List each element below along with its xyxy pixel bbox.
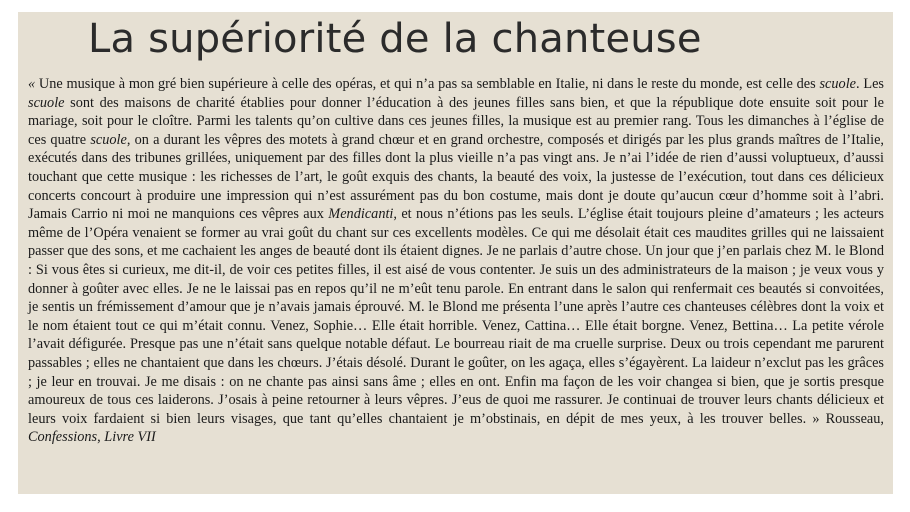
quote-text-part: , on a durant les vêpres des motets à grand chœur et en grand orchestre, composés et dirigés par les plus grands maîtres de l’Italie, exécutés dans des tribunes grillées, uniquement par des filles dont la plus vieille n’a pas vingt ans. Je n’ai l’idée de rien d’aussi voluptueux, d’aussi touchant que cette musique : les richesses de l’art, le goût exquis des chants, la beauté des voix, la justesse de l’exécution, tout dans ces délicieux concerts concourt à produire une impression qui n’est assurément pas du bon costume, mais dont je doute qu’aucun cœur d’homme soit à l’abri. Jamais Carrio ni moi ne manquions ces vêpres aux <box>28 131 884 223</box>
quote-open-mark: « <box>28 76 39 92</box>
source-separator: , <box>97 429 105 446</box>
term-scuole: scuole <box>819 76 857 92</box>
source-book: Livre VII <box>104 429 156 446</box>
quote-paragraph <box>28 75 884 447</box>
source-title: Confessions <box>28 429 98 446</box>
quote-text-part: , et nous n’étions pas les seuls. L’église était toujours pleine d’amateurs ; les acteurs même de l’Opéra venaient se former au vrai goût du chant sur ces excellents modèles. Ce qui me désolait était ces maudites grilles qui ne laissaient passer que des sons, et me cachaient les anges de beauté dont ils étaient dignes. Je ne parlais d’autre chose. Un jour que j’en parlais chez M. le Blond : Si vous êtes si curieux, me dit-il, de voir ces petites filles, il est aisé de vous contenter. Je suis un des administrateurs de la maison ; je veux vous y donner à goûter avec elles. Je ne le laissai pas en repos qu’il ne m’eût tenu parole. En entrant dans le salon qui renfermait ces beautés si convoitées, je sentis un frémissement d’amour que je n’avais jamais éprouvé. M. le Blond me présenta l’une après l’autre ces chanteuses célèbres dont la voix et le nom étaient tout ce qui m’était connu. Venez, Sophie… Elle était horrible. Venez, Cattina… Elle était borgne. Venez, Bettina… La petite vérole l’avait défigurée. Presque pas une n’était sans quelque notable défaut. Le bourreau riait de ma cruelle surprise. Deux ou trois cependant me parurent passables ; elles ne chantaient que dans les chœurs. J’étais désolé. Durant le goûter, on les agaça, elles s’égayèrent. La laideur n’exclut pas les grâces ; je leur en trouvai. Je me disais : on ne chante pas ainsi sans âme ; elles en ont. Enfin ma façon de les voir changea si bien, que je sortis presque amoureux de tous ces laiderons. J’osais à peine retourner à leurs vêpres. J’eus de quoi me rassurer. Je continuai de trouver leurs chants délicieux et leurs voix fardaient si bien leurs visages, que tant qu’elles chantaient je m’obstinais, en dépit de mes yeux, à les trouver belles. » Rousseau, <box>28 206 884 427</box>
quote-text-part: . Les <box>856 76 884 92</box>
term-scuole: scuole <box>90 131 127 148</box>
quote-text-part: Une musique à mon gré bien supérieure à celle des opéras, et qui n’a pas sa semblable en Italie, ni dans le reste du monde, est celle des <box>38 76 820 92</box>
term-mendicanti: Mendicanti <box>328 206 394 223</box>
slide-title: La supériorité de la chanteuse <box>88 16 702 62</box>
quote-text-part: sont des maisons de charité établies pour donner l’éducation à des jeunes filles sans bien, et que la république dote ensuite soit pour le mariage, soit pour le cloître. Parmi les talents qu’on cultive dans ces jeunes filles, la musique est au premier rang. Tous les dimanches à l’église de ces quatre <box>28 94 884 148</box>
term-scuole: scuole <box>28 94 65 111</box>
